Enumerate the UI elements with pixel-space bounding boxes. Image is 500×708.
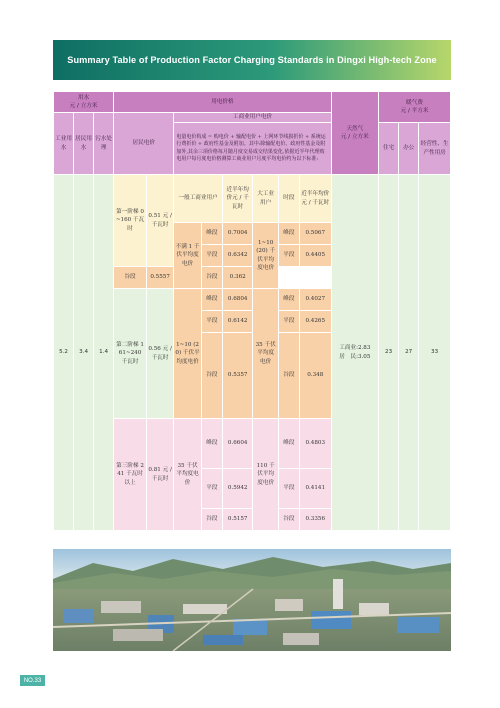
heating-business-label: 经营性、生产性用房 xyxy=(419,123,451,175)
charging-standards-table xyxy=(53,91,451,531)
water-industrial-value: 5.2 xyxy=(54,175,74,531)
large-period-valley: 谷段 xyxy=(201,267,222,289)
large-period-valley: 谷段 xyxy=(278,333,299,419)
general-price: 0.6142 xyxy=(222,311,253,333)
heating-office-value: 27 xyxy=(399,175,419,531)
large-period-valley: 谷段 xyxy=(278,509,299,531)
tier2-price: 0.56 元 / 千瓦时 xyxy=(146,289,173,419)
large-price: 0.4803 xyxy=(299,419,331,469)
large-period-label: 时段 xyxy=(278,175,299,223)
general-period-flat: 平段 xyxy=(201,469,222,509)
large-voltage-3: 110 千伏平均度电价 xyxy=(253,419,278,531)
commercial-electricity-label: 工商业用户电价 xyxy=(174,113,331,123)
large-voltage-2: 35 千伏平均度电价 xyxy=(253,289,278,419)
general-price: 0.5557 xyxy=(146,267,173,289)
large-price: 0.4141 xyxy=(299,469,331,509)
general-period-flat: 平段 xyxy=(201,311,222,333)
general-price: 0.6804 xyxy=(222,289,253,311)
large-period-flat: 平段 xyxy=(278,245,299,267)
large-avg-price-label: 近半年均价元 / 千瓦时 xyxy=(299,175,331,223)
general-user-label: 一般工商业用户 xyxy=(174,175,223,223)
general-price: 0.5357 xyxy=(222,333,253,419)
large-price: 0.4027 xyxy=(299,289,331,311)
large-price: 0.362 xyxy=(222,267,253,289)
large-price: 0.5067 xyxy=(299,223,331,245)
general-price: 0.6604 xyxy=(222,419,253,469)
tier1-label: 第一阶梯 0~160 千瓦时 xyxy=(114,175,147,267)
page-number: NO.33 xyxy=(20,675,45,686)
general-period-valley: 谷段 xyxy=(114,267,147,289)
general-voltage-3: 35 千伏平均度电价 xyxy=(174,419,201,531)
general-voltage-1: 不满 1 千伏平均度电价 xyxy=(174,223,201,289)
water-sewage-label: 污水处理 xyxy=(94,113,114,175)
heating-header: 暖气费 元 / 平方米 xyxy=(379,92,451,123)
general-avg-price-label: 近半年均价元 / 千瓦时 xyxy=(222,175,253,223)
general-price: 0.5157 xyxy=(222,509,253,531)
water-residential-value: 3.4 xyxy=(74,175,94,531)
water-industrial-label: 工业用水 xyxy=(54,113,74,175)
tier3-price: 0.81 元 / 千瓦时 xyxy=(146,419,173,531)
general-period-peak: 峰段 xyxy=(201,289,222,311)
large-price: 0.4265 xyxy=(299,311,331,333)
large-user-label: 大工业用户 xyxy=(253,175,278,223)
large-period-flat: 平段 xyxy=(278,311,299,333)
large-period-flat: 平段 xyxy=(278,469,299,509)
water-residential-label: 居民用水 xyxy=(74,113,94,175)
general-period-peak: 峰段 xyxy=(201,419,222,469)
heating-office-label: 办公 xyxy=(399,123,419,175)
large-period-peak: 峰段 xyxy=(278,419,299,469)
large-period-peak: 峰段 xyxy=(278,289,299,311)
general-price: 0.6342 xyxy=(222,245,253,267)
general-period-valley: 谷段 xyxy=(201,333,222,419)
gas-price-value: 工商业:2.83 居 民:3.05 xyxy=(331,175,379,531)
general-period-valley: 谷段 xyxy=(201,509,222,531)
aerial-photo-illustration xyxy=(53,549,451,651)
large-price: 0.3356 xyxy=(299,509,331,531)
heating-residential-value: 23 xyxy=(379,175,399,531)
tier3-label: 第三阶梯 241 千瓦时以上 xyxy=(114,419,147,531)
tier2-label: 第二阶梯 161~240 千瓦时 xyxy=(114,289,147,419)
water-sewage-value: 1.4 xyxy=(94,175,114,531)
page-title: Summary Table of Production Factor Charging Standards in Dingxi High-tech Zone xyxy=(67,55,437,65)
large-price: 0.4405 xyxy=(299,245,331,267)
general-voltage-2: 1~10 (20) 千伏平均度电价 xyxy=(174,289,201,419)
tier1-price: 0.51 元 / 千瓦时 xyxy=(146,175,173,267)
general-period-flat: 平段 xyxy=(201,245,222,267)
heating-residential-label: 住宅 xyxy=(379,123,399,175)
title-banner xyxy=(53,40,451,80)
general-price: 0.7004 xyxy=(222,223,253,245)
electricity-header: 用电价格 xyxy=(114,92,331,113)
large-price: 0.348 xyxy=(299,333,331,419)
electricity-price-note: 电量电价构成 = 购电价 + 输配电价 + 上网环节线损折价 + 系统运行费折价 + 政府性基金及附加。其中:除输配电价、政府性基金及附加外,其余三项价格每月随月度交易成交结果变化,依据近半年代理购电用户每月度电价格测算工商业用户月度平均电价约为以下标准: xyxy=(174,123,331,175)
residential-electricity-label: 居民电价 xyxy=(114,113,174,175)
general-price: 0.5942 xyxy=(222,469,253,509)
water-header: 用水 元 / 立方米 xyxy=(54,92,114,113)
large-voltage-1: 1~10 (20) 千伏平均度电价 xyxy=(253,223,278,289)
heating-business-value: 33 xyxy=(419,175,451,531)
aerial-photo xyxy=(53,549,451,651)
general-period-peak: 峰段 xyxy=(201,223,222,245)
large-period-peak: 峰段 xyxy=(278,223,299,245)
gas-header: 天然气 元 / 立方米 xyxy=(331,92,379,175)
